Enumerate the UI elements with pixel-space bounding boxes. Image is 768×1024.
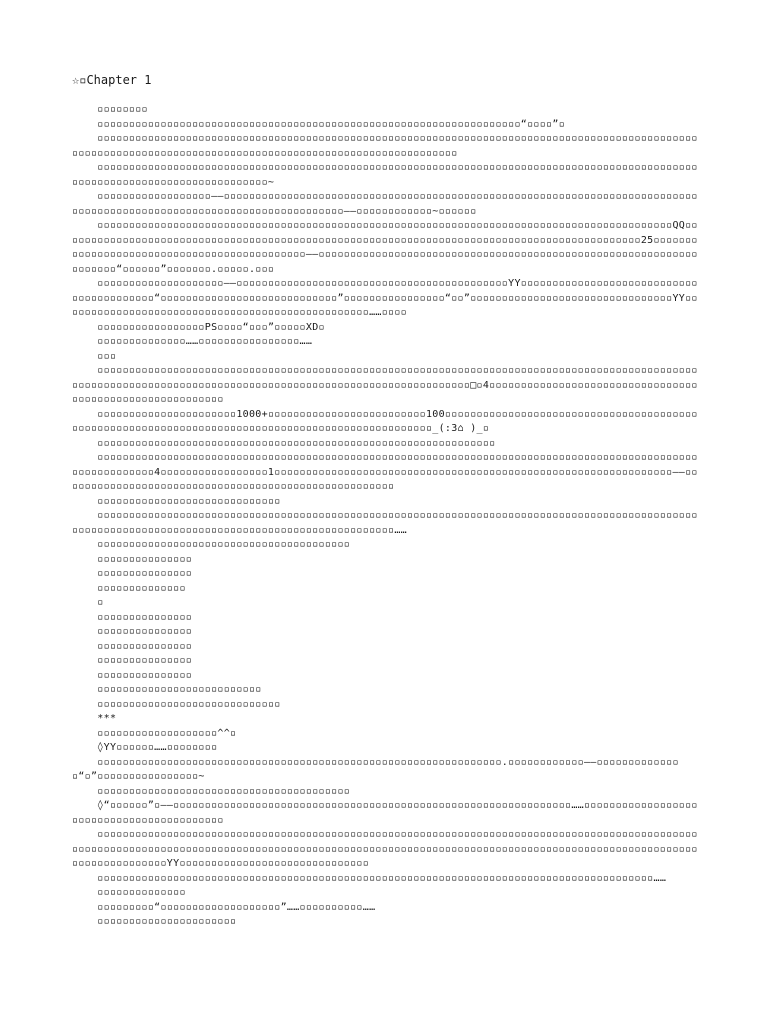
paragraph: ▫▫▫▫▫▫▫▫▫▫▫▫▫▫▫ [72,640,193,652]
chapter-title: ☆▫Chapter 1 [72,73,152,87]
paragraph: ▫▫▫▫▫▫▫▫▫▫▫▫▫▫▫▫▫▫——▫▫▫▫▫▫▫▫▫▫▫▫▫▫▫▫▫▫▫▫▫▫▫▫▫▫▫▫▫▫▫▫▫▫▫▫▫▫▫▫▫▫▫▫▫▫▫▫▫▫▫▫▫▫▫▫▫▫▫▫▫▫▫▫▫▫▫▫▫▫▫▫▫▫▫▫▫▫▫▫▫▫▫▫▫▫▫▫▫▫▫▫▫▫▫▫▫▫▫▫▫▫▫▫▫▫▫▫▫▫▫▫▫▫▫▫▫▫——▫▫▫▫▫▫▫▫▫▫▫▫~▫▫▫▫▫▫ [72,191,698,217]
paragraph: ▫▫▫▫▫▫▫▫▫▫▫▫▫▫▫ [72,626,193,637]
paragraph: ▫▫▫▫▫▫▫▫▫▫▫▫▫▫▫ [72,568,193,579]
paragraph: ▫▫▫▫▫▫▫▫▫▫▫▫▫▫▫▫▫▫▫▫——▫▫▫▫▫▫▫▫▫▫▫▫▫▫▫▫▫▫▫▫▫▫▫▫▫▫▫▫▫▫▫▫▫▫▫▫▫▫▫▫▫▫▫YY▫▫▫▫▫▫▫▫▫▫▫▫▫▫▫▫▫▫▫▫▫▫▫▫▫▫▫▫▫▫▫▫▫▫▫▫▫▫▫▫▫“▫▫▫▫▫▫▫▫▫▫▫▫▫▫▫▫▫▫▫▫▫▫▫▫▫▫▫▫”▫▫▫▫▫▫▫▫▫▫▫▫▫▫▫▫“▫▫”▫▫▫▫▫▫▫▫▫▫▫▫▫▫▫▫▫▫▫▫▫▫▫▫▫▫▫▫▫▫▫▫YY▫▫▫▫▫▫▫▫▫▫▫▫▫▫▫▫▫▫▫▫▫▫▫▫▫▫▫▫▫▫▫▫▫▫▫▫▫▫▫▫▫▫▫▫▫▫▫▫▫……▫▫▫▫ [72,278,698,318]
paragraph: ▫▫▫▫▫▫▫▫▫▫▫▫▫▫▫ [72,611,193,623]
paragraph: ▫▫▫▫▫▫▫▫▫▫▫▫▫▫▫▫▫▫▫▫▫▫▫▫▫▫▫▫▫▫▫▫▫▫▫▫▫▫▫▫▫▫▫▫▫▫▫▫▫▫▫▫▫▫▫▫▫▫▫▫▫▫▫▫.▫▫▫▫▫▫▫▫▫▫▫▫——▫▫▫▫▫▫▫▫▫▫▫▫▫▫“▫”▫▫▫▫▫▫▫▫▫▫▫▫▫▫▫▫~ [72,756,679,782]
paragraph: ▫▫▫▫▫▫▫▫▫▫▫▫▫▫▫▫▫▫▫▫▫▫1000+▫▫▫▫▫▫▫▫▫▫▫▫▫▫▫▫▫▫▫▫▫▫▫▫▫100▫▫▫▫▫▫▫▫▫▫▫▫▫▫▫▫▫▫▫▫▫▫▫▫▫▫▫▫▫▫▫▫▫▫▫▫▫▫▫▫▫▫▫▫▫▫▫▫▫▫▫▫▫▫▫▫▫▫▫▫▫▫▫▫▫▫▫▫▫▫▫▫▫▫▫▫▫▫▫▫▫▫▫▫▫▫▫▫▫▫▫▫▫▫▫▫▫_(:3⌂ )_▫ [72,408,698,434]
paragraph: ▫▫▫▫▫▫▫▫▫▫▫▫▫▫▫▫▫▫▫▫▫▫▫▫▫▫▫▫▫ [72,495,281,507]
paragraph: ▫▫▫▫▫▫▫▫▫▫▫▫▫▫▫ [72,655,193,666]
paragraph: ▫▫▫▫▫▫▫▫▫▫▫▫▫▫▫▫▫PS▫▫▫▫“▫▫▫”▫▫▫▫▫XD▫ [72,321,325,333]
paragraph: ▫▫▫▫▫▫▫▫▫▫▫▫▫▫ [72,887,186,898]
paragraph: ▫▫▫▫▫▫▫▫▫▫▫▫▫▫▫▫▫▫▫^^▫ [72,727,237,739]
paragraph: ▫▫▫▫▫▫▫▫▫▫▫▫▫▫▫▫▫▫▫▫▫▫▫▫▫▫▫▫▫▫▫▫▫▫▫▫▫▫▫▫▫▫▫▫▫▫▫▫▫▫▫▫▫▫▫▫▫▫▫▫▫▫▫▫▫▫▫▫▫▫▫▫▫▫▫▫▫▫▫▫▫▫▫▫▫▫▫▫▫▫▫▫▫▫▫▫▫▫▫▫▫▫▫▫▫▫▫▫▫▫▫▫▫▫▫▫▫▫▫▫▫▫▫▫▫▫▫▫▫▫▫▫▫▫▫▫▫▫▫▫▫▫▫▫▫▫▫▫▫▫▫▫▫▫▫▫▫▫▫▫▫▫▫▫▫▫▫▫▫▫▫▫▫▫▫▫▫▫▫▫▫▫▫▫▫▫▫▫▫▫▫▫▫▫▫▫▫▫▫▫▫▫▫▫▫▫▫▫▫YY▫▫▫▫▫▫▫▫▫▫▫▫▫▫▫▫▫▫▫▫▫▫▫▫▫▫▫▫▫▫ [72,829,698,869]
paragraph: ▫▫▫▫▫▫▫▫▫▫▫▫▫▫▫▫▫▫▫▫▫▫▫▫▫▫▫▫▫▫▫▫▫▫▫▫▫▫▫▫▫▫▫▫▫▫▫▫▫▫▫▫▫▫▫▫▫▫▫▫▫▫▫▫▫▫▫▫▫▫▫▫▫▫▫▫▫▫▫▫▫▫▫▫▫▫▫▫▫▫▫QQ▫▫▫▫▫▫▫▫▫▫▫▫▫▫▫▫▫▫▫▫▫▫▫▫▫▫▫▫▫▫▫▫▫▫▫▫▫▫▫▫▫▫▫▫▫▫▫▫▫▫▫▫▫▫▫▫▫▫▫▫▫▫▫▫▫▫▫▫▫▫▫▫▫▫▫▫▫▫▫▫▫▫▫▫▫▫▫▫▫▫▫▫25▫▫▫▫▫▫▫▫▫▫▫▫▫▫▫▫▫▫▫▫▫▫▫▫▫▫▫▫▫▫▫▫▫▫▫▫▫▫▫▫▫▫▫▫——▫▫▫▫▫▫▫▫▫▫▫▫▫▫▫▫▫▫▫▫▫▫▫▫▫▫▫▫▫▫▫▫▫▫▫▫▫▫▫▫▫▫▫▫▫▫▫▫▫▫▫▫▫▫▫▫▫▫▫▫▫▫▫▫▫▫▫“▫▫▫▫▫▫”▫▫▫▫▫▫▫.▫▫▫▫▫.▫▫▫ [72,220,698,275]
document-page [72,72,700,930]
paragraph: ▫▫▫▫▫▫▫▫▫▫▫▫▫▫▫▫▫▫▫▫▫▫▫▫▫▫▫▫▫▫▫▫▫▫▫▫▫▫▫▫▫▫▫▫▫▫▫▫▫▫▫▫▫▫▫▫▫▫▫▫▫▫▫▫▫▫▫▫▫▫▫▫▫▫▫▫▫▫▫▫▫▫▫▫▫▫▫▫▫▫▫▫▫▫▫▫▫▫▫▫▫▫▫▫▫▫▫▫▫▫▫▫▫▫▫▫▫▫▫▫▫▫▫▫▫▫▫▫▫▫▫▫▫▫▫▫▫▫▫▫▫▫▫▫▫▫▫▫▫▫▫▫▫▫▫▫ [72,133,698,159]
paragraph: ▫▫▫▫▫▫▫▫▫▫▫▫▫▫▫▫▫▫▫▫▫▫▫▫▫▫▫▫▫▫▫▫▫▫▫▫▫▫▫▫▫▫▫▫▫▫▫▫▫▫▫▫▫▫▫▫▫▫▫▫▫▫▫▫▫▫▫▫▫▫▫▫▫▫▫▫▫▫▫▫▫▫▫▫▫▫▫▫▫▫▫▫▫▫▫▫▫▫▫▫▫▫▫▫▫▫▫▫▫▫▫▫▫▫▫▫▫▫▫▫▫▫▫▫▫▫▫▫▫▫▫▫▫▫▫▫▫▫▫▫▫▫▫▫▫▫…… [72,510,698,536]
paragraph: ▫▫▫▫▫▫▫▫ [72,104,148,115]
paragraph: ▫▫▫▫▫▫▫▫▫▫▫▫▫▫▫▫▫▫▫▫▫▫▫▫▫▫▫▫▫▫▫▫▫▫▫▫▫▫▫▫ [72,539,351,550]
paragraph: ▫▫▫▫▫▫▫▫▫▫▫▫▫▫▫▫▫▫▫▫▫▫▫▫▫▫▫▫▫ [72,698,281,710]
paragraph: ▫▫▫▫▫▫▫▫▫▫▫▫▫▫▫ [72,553,193,565]
paragraph: ▫▫▫▫▫▫▫▫▫▫▫▫▫▫▫▫▫▫▫▫▫▫▫▫▫▫▫▫▫▫▫▫▫▫▫▫▫▫▫▫▫▫▫▫▫▫▫▫▫▫▫▫▫▫▫▫▫▫▫▫▫▫▫▫▫▫▫“▫▫▫▫”▫ [72,118,566,130]
paragraph: ▫▫▫▫▫▫▫▫▫▫▫▫▫▫▫ [72,669,193,681]
paragraph: ▫▫▫▫▫▫▫▫▫▫▫▫▫▫▫▫▫▫▫▫▫▫ [72,916,237,927]
paragraph: ▫▫▫▫▫▫▫▫▫▫▫▫▫▫▫▫▫▫▫▫▫▫▫▫▫▫▫▫▫▫▫▫▫▫▫▫▫▫▫▫▫▫▫▫▫▫▫▫▫▫▫▫▫▫▫▫▫▫▫▫▫▫▫▫▫▫▫▫▫▫▫▫▫▫▫▫▫▫▫▫▫▫▫▫▫▫▫▫…… [72,872,667,884]
paragraph: ▫▫▫▫▫▫▫▫▫“▫▫▫▫▫▫▫▫▫▫▫▫▫▫▫▫▫▫▫”……▫▫▫▫▫▫▫▫▫▫…… [72,901,376,913]
paragraph: ▫▫▫▫▫▫▫▫▫▫▫▫▫▫▫▫▫▫▫▫▫▫▫▫▫▫▫▫▫▫▫▫▫▫▫▫▫▫▫▫▫▫▫▫▫▫▫▫▫▫▫▫▫▫▫▫▫▫▫▫▫▫▫▫▫▫▫▫▫▫▫▫▫▫▫▫▫▫▫▫▫▫▫▫▫▫▫▫▫▫▫▫▫▫▫▫▫▫▫▫▫▫▫▫▫▫▫▫▫▫▫▫▫▫▫▫▫▫▫▫▫▫▫▫▫▫~ [72,162,698,188]
paragraph: ◊“▫▫▫▫▫▫”▫——▫▫▫▫▫▫▫▫▫▫▫▫▫▫▫▫▫▫▫▫▫▫▫▫▫▫▫▫▫▫▫▫▫▫▫▫▫▫▫▫▫▫▫▫▫▫▫▫▫▫▫▫▫▫▫▫▫▫▫▫▫▫▫……▫▫▫▫▫▫▫▫▫▫▫▫▫▫▫▫▫▫▫▫▫▫▫▫▫▫▫▫▫▫▫▫▫▫▫▫▫▫▫▫▫▫ [72,800,698,826]
paragraph: ▫▫▫▫▫▫▫▫▫▫▫▫▫▫▫▫▫▫▫▫▫▫▫▫▫▫▫▫▫▫▫▫▫▫▫▫▫▫▫▫▫▫▫▫▫▫▫▫▫▫▫▫▫▫▫▫▫▫▫▫▫▫▫▫▫▫▫▫▫▫▫▫▫▫▫▫▫▫▫▫▫▫▫▫▫▫▫▫▫▫▫▫▫▫▫▫▫▫▫▫▫▫▫▫▫▫▫▫4▫▫▫▫▫▫▫▫▫▫▫▫▫▫▫▫▫1▫▫▫▫▫▫▫▫▫▫▫▫▫▫▫▫▫▫▫▫▫▫▫▫▫▫▫▫▫▫▫▫▫▫▫▫▫▫▫▫▫▫▫▫▫▫▫▫▫▫▫▫▫▫▫▫▫▫▫▫▫▫▫——▫▫▫▫▫▫▫▫▫▫▫▫▫▫▫▫▫▫▫▫▫▫▫▫▫▫▫▫▫▫▫▫▫▫▫▫▫▫▫▫▫▫▫▫▫▫▫▫▫▫▫▫▫ [72,452,698,492]
chapter-body [72,103,700,930]
paragraph: ◊YY▫▫▫▫▫▫……▫▫▫▫▫▫▫▫ [72,742,218,753]
paragraph: ▫ [72,597,104,608]
paragraph: ▫▫▫▫▫▫▫▫▫▫▫▫▫▫▫▫▫▫▫▫▫▫▫▫▫▫▫▫▫▫▫▫▫▫▫▫▫▫▫▫ [72,785,351,797]
paragraph: ▫▫▫▫▫▫▫▫▫▫▫▫▫▫▫▫▫▫▫▫▫▫▫▫▫▫ [72,684,262,695]
paragraph: *** [72,713,117,724]
paragraph: ▫▫▫▫▫▫▫▫▫▫▫▫▫▫▫▫▫▫▫▫▫▫▫▫▫▫▫▫▫▫▫▫▫▫▫▫▫▫▫▫▫▫▫▫▫▫▫▫▫▫▫▫▫▫▫▫▫▫▫▫▫▫▫ [72,437,496,449]
paragraph: ▫▫▫▫▫▫▫▫▫▫▫▫▫▫……▫▫▫▫▫▫▫▫▫▫▫▫▫▫▫▫…… [72,336,313,347]
paragraph: ▫▫▫▫▫▫▫▫▫▫▫▫▫▫ [72,582,186,594]
paragraph: ▫▫▫▫▫▫▫▫▫▫▫▫▫▫▫▫▫▫▫▫▫▫▫▫▫▫▫▫▫▫▫▫▫▫▫▫▫▫▫▫▫▫▫▫▫▫▫▫▫▫▫▫▫▫▫▫▫▫▫▫▫▫▫▫▫▫▫▫▫▫▫▫▫▫▫▫▫▫▫▫▫▫▫▫▫▫▫▫▫▫▫▫▫▫▫▫▫▫▫▫▫▫▫▫▫▫▫▫▫▫▫▫▫▫▫▫▫▫▫▫▫▫▫▫▫▫▫▫▫▫▫▫▫▫▫▫▫▫▫▫▫▫▫▫▫▫▫▫▫▫▫▫▫▫▫▫▫▫□▫4▫▫▫▫▫▫▫▫▫▫▫▫▫▫▫▫▫▫▫▫▫▫▫▫▫▫▫▫▫▫▫▫▫▫▫▫▫▫▫▫▫▫▫▫▫▫▫▫▫▫▫▫▫▫▫▫▫ [72,365,698,405]
paragraph: ▫▫▫ [72,350,117,362]
